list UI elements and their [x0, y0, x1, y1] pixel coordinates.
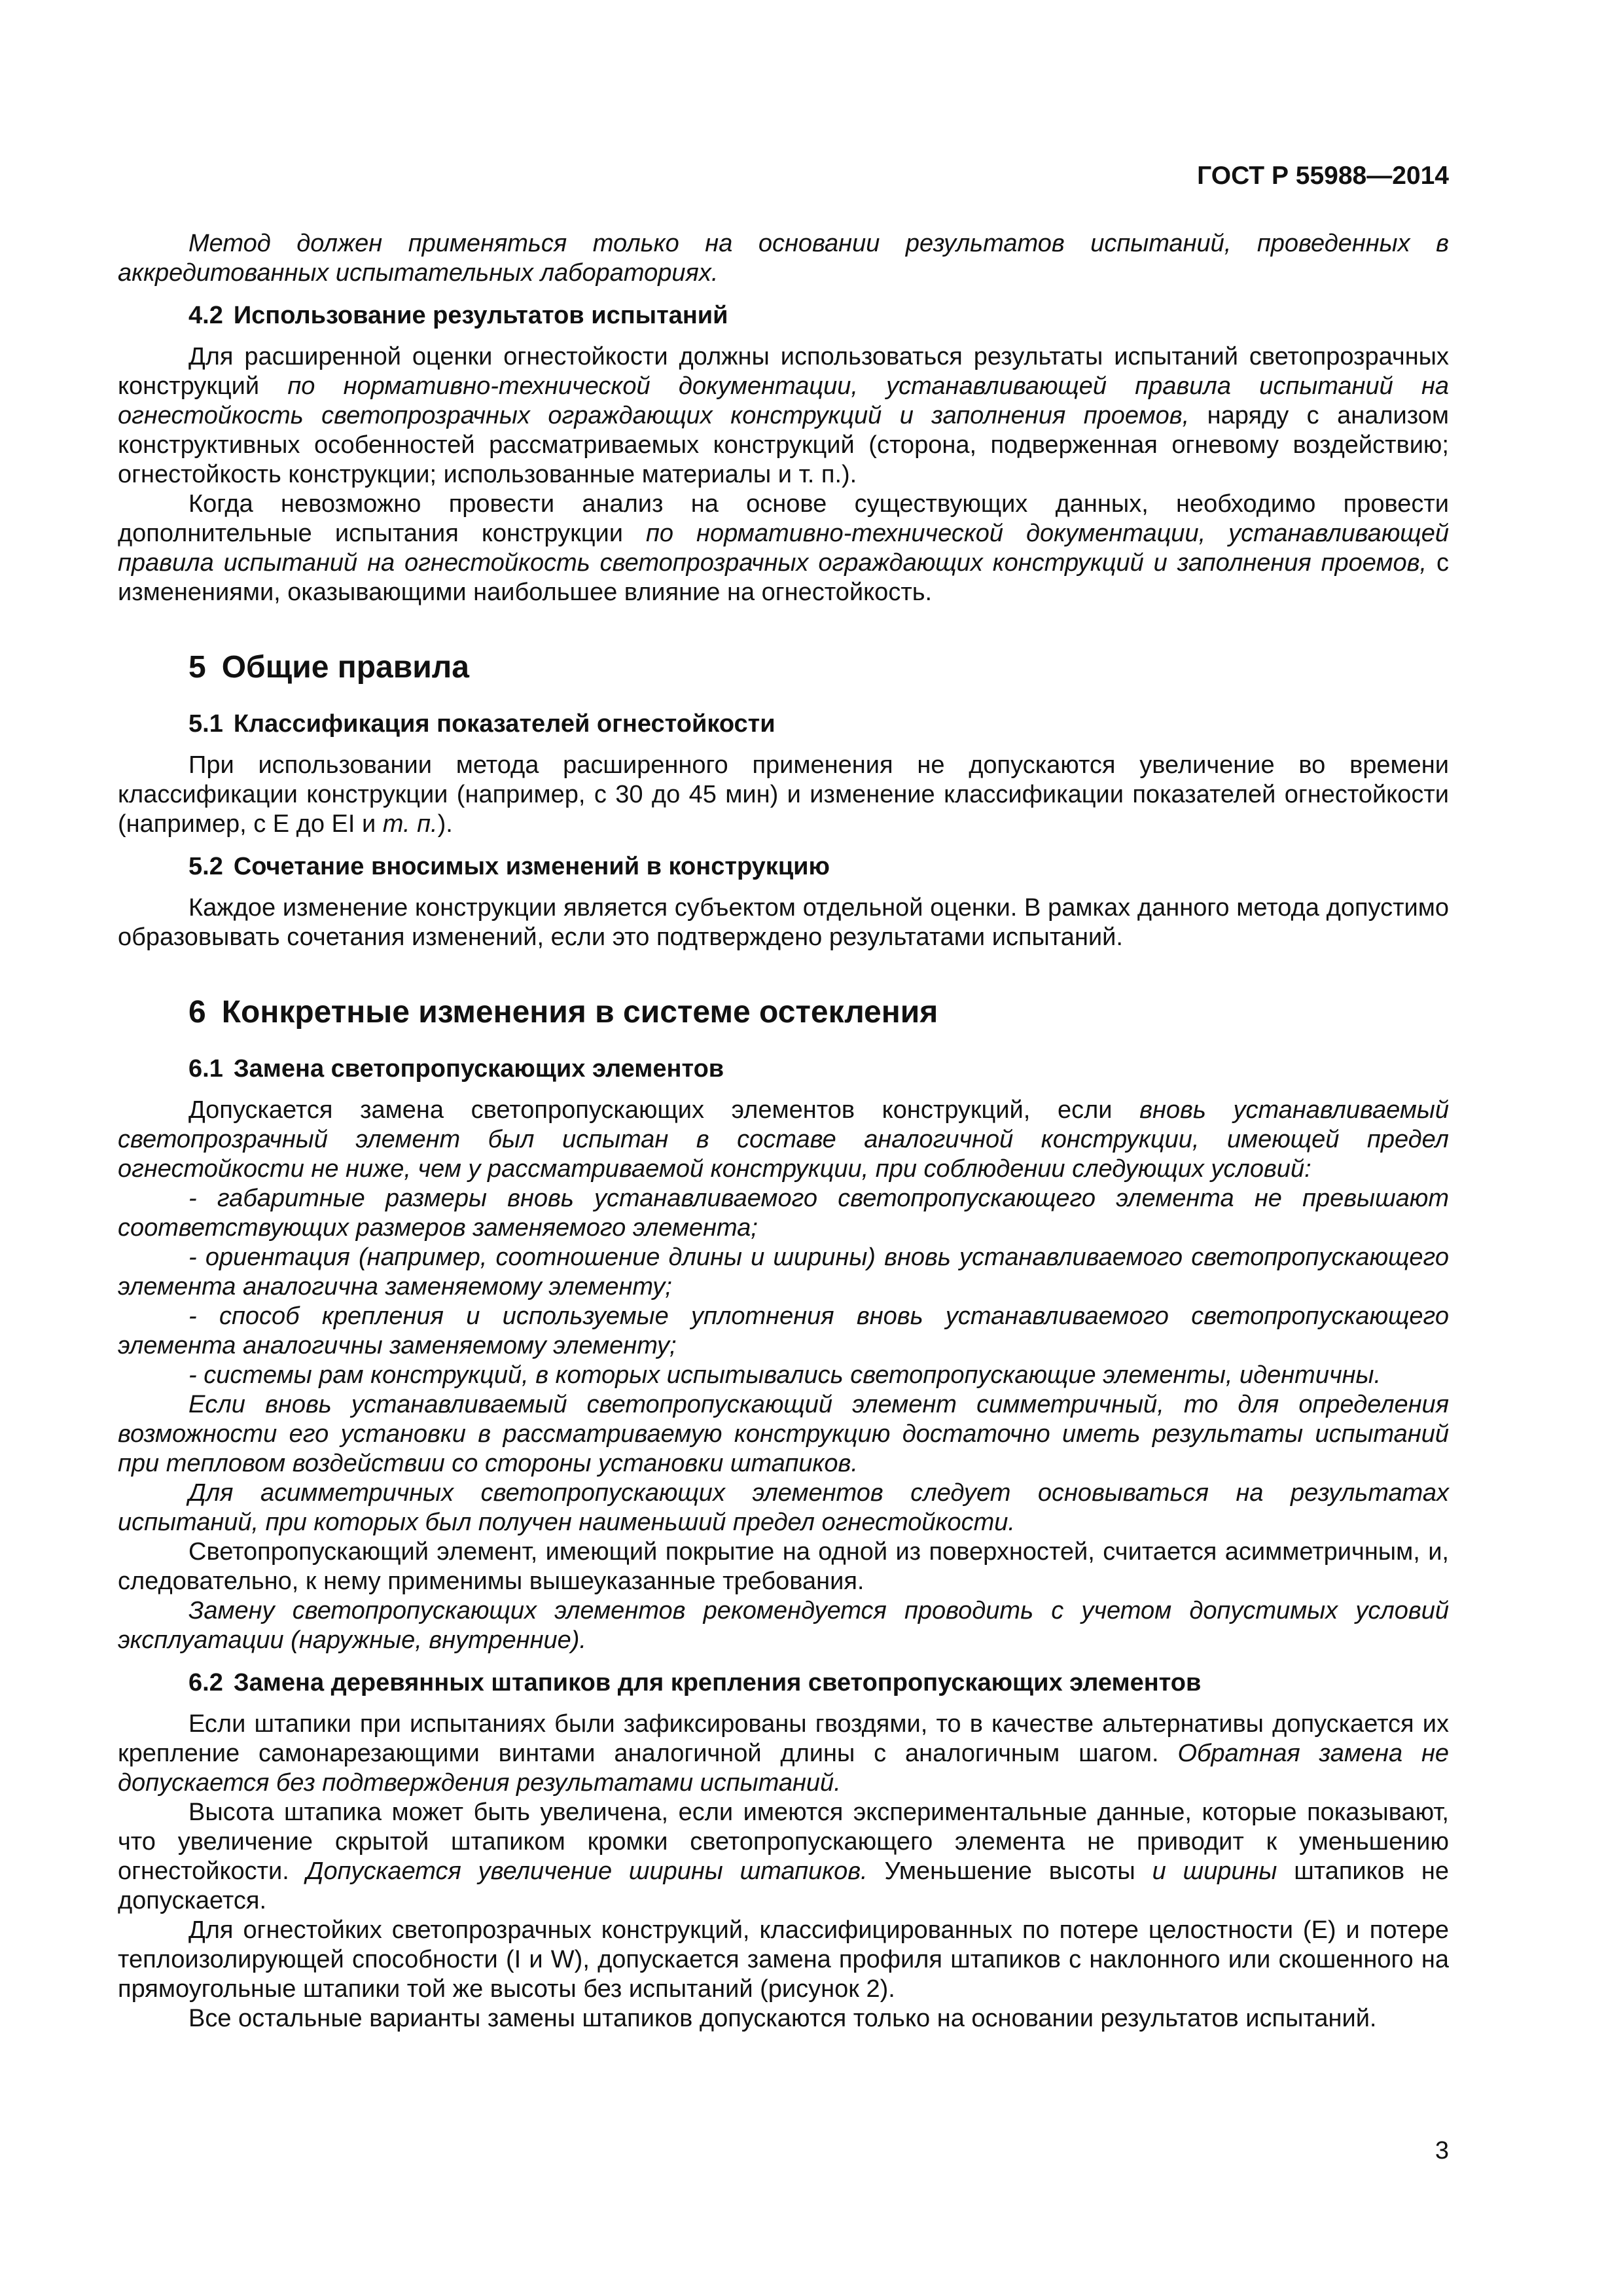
document-page — [118, 0, 1449, 2296]
heading-title: Сочетание вносимых изменений в конструкцию — [233, 853, 830, 880]
subsection-heading — [118, 1668, 1449, 1698]
subsection-heading — [118, 852, 1449, 882]
paragraph — [118, 1537, 1449, 1596]
heading-number: 6.1 — [188, 1055, 223, 1083]
text-run: Допускается замена светопропускающих элементов конструкций, если — [188, 1096, 1140, 1124]
text-run: Если штапики при испытаниях были зафиксированы гвоздями, то в качестве альтернативы допускается их крепление самонарезающими винтами аналогичной длины с аналогичным шагом. — [118, 1710, 1449, 1767]
paragraph — [118, 893, 1449, 952]
text-run: с изменениями, оказывающими наибольшее влияние на огнестойкость. — [118, 549, 1449, 606]
heading-title: Замена светопропускающих элементов — [233, 1055, 724, 1083]
paragraph — [118, 1916, 1449, 2004]
text-run: Уменьшение высоты — [867, 1857, 1152, 1885]
heading-number: 6 — [188, 995, 206, 1030]
paragraph — [118, 490, 1449, 607]
paragraph — [118, 1798, 1449, 1916]
italic-text: т. п. — [382, 810, 438, 838]
text-run: ). — [437, 810, 453, 838]
heading-title: Общие правила — [221, 650, 469, 685]
document-code: ГОСТ Р 55988—2014 — [1197, 162, 1449, 190]
italic-text: по нормативно-технической документации, устанавливающей правила испытаний на огнестойкость светопрозрачных ограждающих конструкций и заполнения проемов, — [118, 520, 1449, 577]
paragraph — [118, 1390, 1449, 1479]
paragraph — [118, 1184, 1449, 1243]
subsection-heading — [118, 301, 1449, 331]
paragraph — [118, 1361, 1449, 1390]
paragraph — [118, 229, 1449, 288]
document-body — [118, 229, 1449, 2034]
italic-text: - габаритные размеры вновь устанавливаемого светопропускающего элемента не превышают соответствующих размеров заменяемого элемента; — [118, 1185, 1449, 1242]
heading-number: 5.2 — [188, 853, 223, 880]
heading-number: 6.2 — [188, 1669, 223, 1696]
heading-number: 5 — [188, 650, 206, 685]
italic-text: и ширины — [1152, 1857, 1277, 1885]
italic-text: - ориентация (например, соотношение длины и ширины) вновь устанавливаемого светопропускающего элемента аналогична заменяемому элементу; — [118, 1244, 1449, 1300]
subsection-heading — [118, 709, 1449, 739]
text-run: Для расширенной оценки огнестойкости должны использоваться результаты испытаний светопрозрачных конструкций — [118, 343, 1449, 400]
paragraph — [118, 751, 1449, 839]
text-run: Светопропускающий элемент, имеющий покрытие на одной из поверхностей, считается асимметричным, и, следовательно, к нему применимы вышеуказанные требования. — [118, 1538, 1449, 1595]
text-run: При использовании метода расширенного применения не допускаются увеличение во времени классификации конструкции (например, с 30 до 45 мин) и изменение классификации показателей огнестойкости (например, с Е до EI и — [118, 751, 1449, 838]
paragraph — [118, 1096, 1449, 1184]
section-heading — [118, 994, 1449, 1031]
heading-number: 5.1 — [188, 710, 223, 738]
heading-title: Замена деревянных штапиков для крепления светопропускающих элементов — [233, 1669, 1202, 1696]
heading-title: Классификация показателей огнестойкости — [233, 710, 776, 738]
italic-text: Для асимметричных светопропускающих элементов следует основываться на результатах испытаний, при которых был получен наименьший предел огнестойкости. — [118, 1479, 1449, 1536]
text-run: Все остальные варианты замены штапиков допускаются только на основании результатов испытаний. — [188, 2005, 1377, 2032]
paragraph — [118, 1243, 1449, 1302]
section-heading — [118, 649, 1449, 686]
page-number: 3 — [1435, 2137, 1449, 2164]
paragraph — [118, 1596, 1449, 1655]
paragraph — [118, 2004, 1449, 2034]
text-run: наряду с анализом конструктивных особенностей рассматриваемых конструкций (сторона, подверженная огневому воздействию; огнестойкость конструкции; использованные материалы и т. п.). — [118, 402, 1450, 488]
text-run: штапиков не допускается. — [118, 1857, 1449, 1914]
heading-number: 4.2 — [188, 302, 223, 329]
paragraph — [118, 1479, 1449, 1537]
italic-text: Метод должен применяться только на основании результатов испытаний, проведенных в аккредитованных испытательных лабораториях. — [118, 230, 1449, 287]
paragraph — [118, 342, 1449, 490]
heading-title: Конкретные изменения в системе остекления — [221, 995, 938, 1030]
text-run: Каждое изменение конструкции является субъектом отдельной оценки. В рамках данного метода допустимо образовывать сочетания изменений, если это подтверждено результатами испытаний. — [118, 894, 1449, 951]
subsection-heading — [118, 1054, 1449, 1084]
italic-text: вновь устанавливаемый светопрозрачный элемент был испытан в составе аналогичной конструкции, имеющей предел огнестойкости не ниже, чем у рассматриваемой конструкции, при соблюдении следующих условий: — [118, 1096, 1449, 1183]
italic-text: Обратная замена не допускается без подтверждения результатами испытаний. — [118, 1740, 1449, 1797]
italic-text: - способ крепления и используемые уплотнения вновь устанавливаемого светопропускающего элемента аналогичны заменяемому элементу; — [118, 1302, 1449, 1359]
italic-text: Если вновь устанавливаемый светопропускающий элемент симметричный, то для определения возможности его установки в рассматриваемую конструкцию достаточно иметь результаты испытаний при тепловом воздействии со стороны установки штапиков. — [118, 1391, 1449, 1477]
paragraph — [118, 1710, 1449, 1798]
italic-text: Допускается увеличение ширины штапиков. — [306, 1857, 868, 1885]
text-run: Высота штапика может быть увеличена, если имеются экспериментальные данные, которые показывают, что увеличение скрытой штапиком кромки светопропускающего элемента не приводит к уменьшению огнестойкости. — [118, 1799, 1449, 1885]
italic-text: по нормативно-технической документации, устанавливающей правила испытаний на огнестойкость светопрозрачных ограждающих конструкций и заполнения проемов, — [118, 372, 1450, 429]
text-run: Когда невозможно провести анализ на основе существующих данных, необходимо провести дополнительные испытания конструкции — [118, 490, 1449, 547]
text-run: Для огнестойких светопрозрачных конструкций, классифицированных по потере целостности (E) и потере теплоизолирующей способности (I и W), допускается замена профиля штапиков с наклонного или скошенного на прямоугольные штапики той же высоты без испытаний (рисунок 2). — [118, 1916, 1449, 2003]
italic-text: - системы рам конструкций, в которых испытывались светопропускающие элементы, идентичны. — [188, 1361, 1382, 1389]
italic-text: Замену светопропускающих элементов рекомендуется проводить с учетом допустимых условий эксплуатации (наружные, внутренние). — [118, 1597, 1449, 1654]
paragraph — [118, 1302, 1449, 1361]
heading-title: Использование результатов испытаний — [233, 302, 728, 329]
